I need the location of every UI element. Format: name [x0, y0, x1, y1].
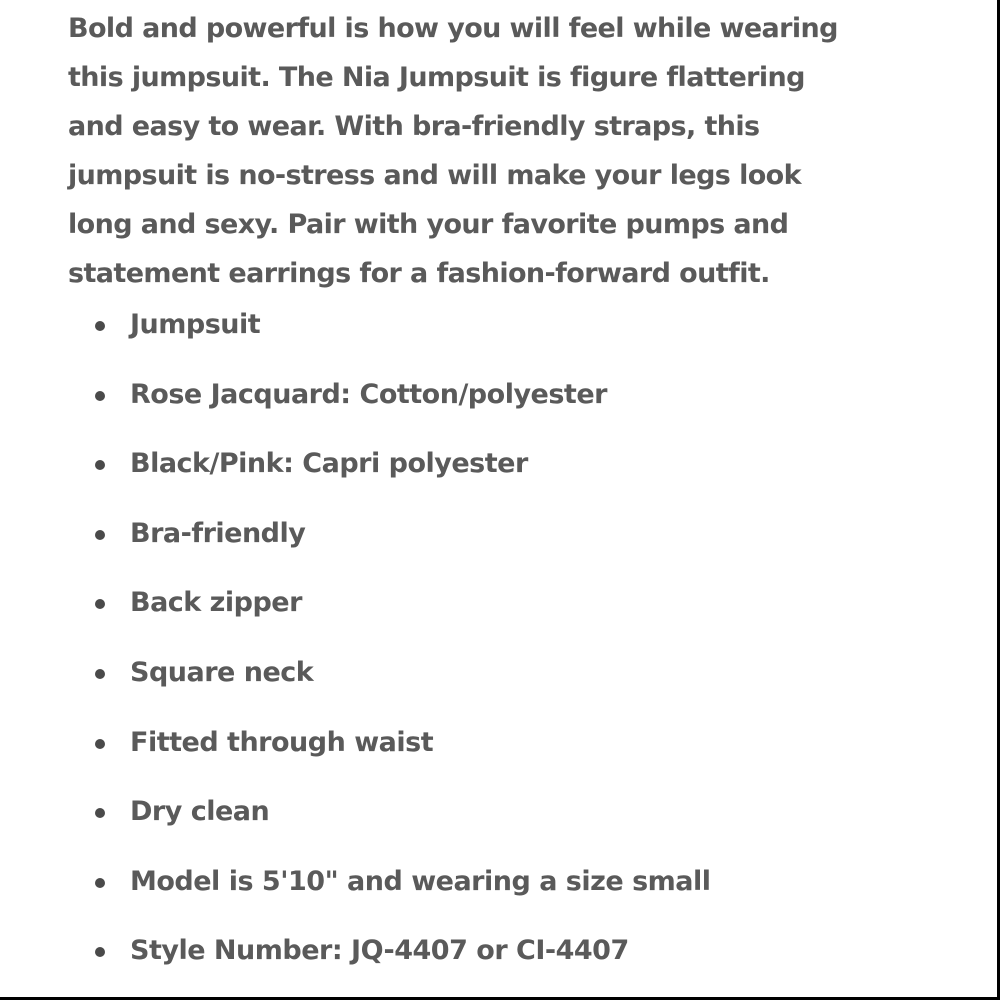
feature-text: Style Number: JQ-4407 or CI-4407: [130, 935, 629, 967]
feature-item: [68, 519, 868, 589]
feature-item: [68, 588, 868, 658]
feature-text: Square neck: [130, 656, 314, 688]
bullet-icon: [95, 530, 105, 540]
feature-text: Back zipper: [130, 587, 302, 619]
product-details-content: [68, 4, 868, 1000]
bullet-icon: [95, 599, 105, 609]
feature-list: [68, 310, 868, 1000]
feature-item: [68, 867, 868, 937]
feature-item: [68, 658, 868, 728]
bullet-icon: [95, 321, 105, 331]
bullet-icon: [95, 947, 105, 957]
bullet-icon: [95, 739, 105, 749]
bullet-icon: [95, 391, 105, 401]
feature-text: Dry clean: [130, 796, 270, 828]
bullet-icon: [95, 878, 105, 888]
feature-text: Bra-friendly: [130, 517, 306, 549]
feature-item: [68, 728, 868, 798]
description-line: Bold and powerful is how you will feel while wearing: [68, 13, 838, 44]
description-line: long and sexy. Pair with your favorite pumps and: [68, 209, 789, 240]
bullet-icon: [95, 669, 105, 679]
bullet-icon: [95, 808, 105, 818]
bullet-icon: [95, 460, 105, 470]
description-line: and easy to wear. With bra-friendly straps, this: [68, 111, 760, 142]
feature-item: [68, 380, 868, 450]
feature-text: Rose Jacquard: Cotton/polyester: [130, 378, 607, 410]
description-line: jumpsuit is no-stress and will make your legs look: [68, 160, 801, 191]
description-line: statement earrings for a fashion-forward outfit.: [68, 258, 770, 289]
feature-item: [68, 449, 868, 519]
product-description: [68, 4, 868, 298]
feature-text: Model is 5'10" and wearing a size small: [130, 865, 711, 897]
feature-item: [68, 936, 868, 1000]
feature-item: [68, 310, 868, 380]
feature-text: Black/Pink: Capri polyester: [130, 448, 528, 480]
feature-item: [68, 797, 868, 867]
feature-text: Jumpsuit: [130, 309, 261, 340]
feature-text: Fitted through waist: [130, 726, 434, 758]
description-line: this jumpsuit. The Nia Jumpsuit is figure flattering: [68, 62, 805, 93]
